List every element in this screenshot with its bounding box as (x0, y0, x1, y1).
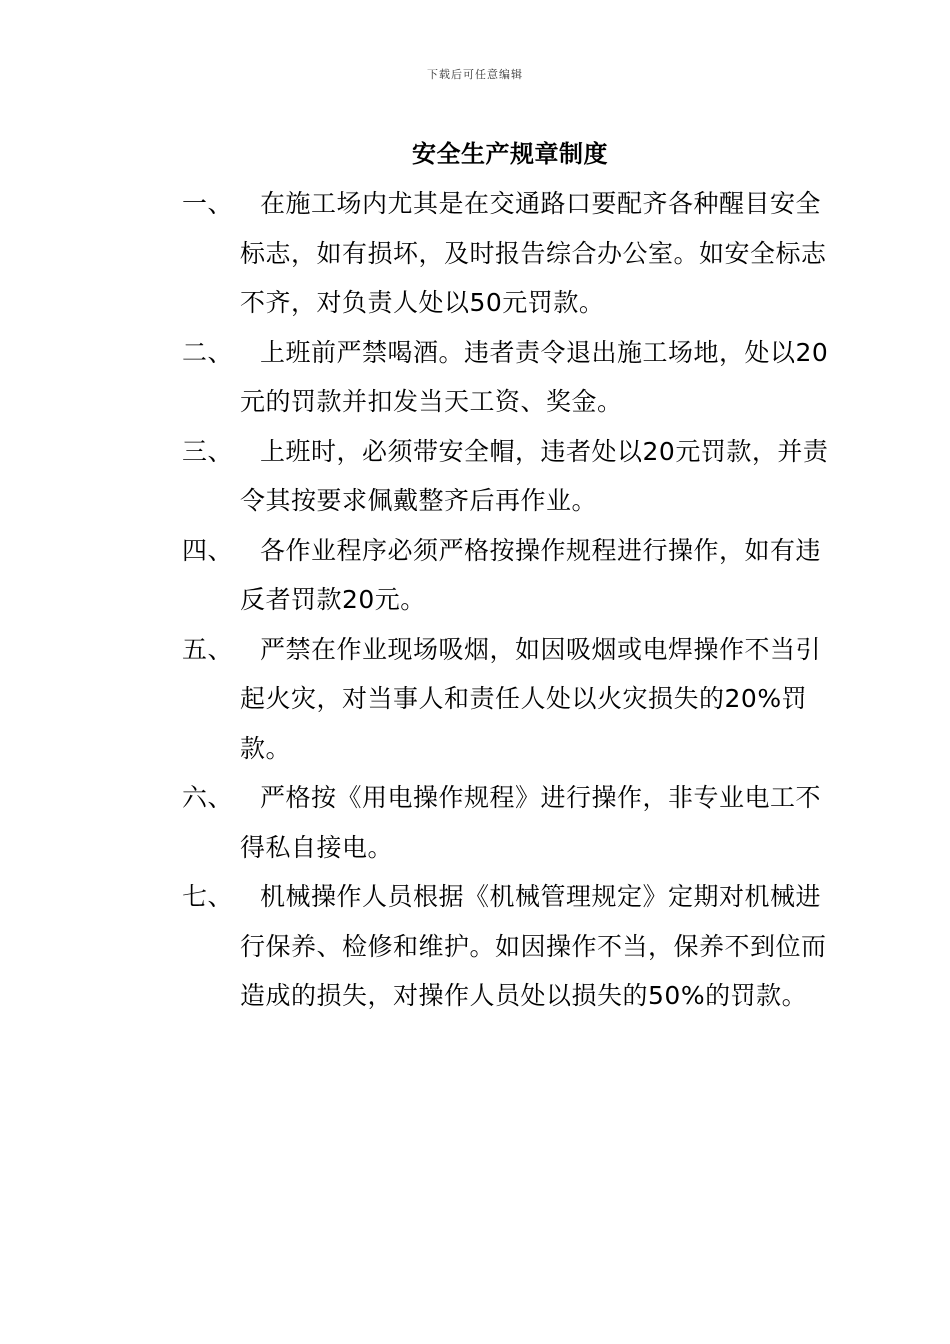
rule-item-6 (0, 773, 840, 872)
document-title: 安全生产规章制度 (412, 140, 608, 168)
rule-number: 五、 (182, 634, 234, 664)
rule-number: 七、 (182, 882, 234, 911)
rule-text: 各作业程序必须严格按操作规程进行操作，如有违反者罚款20元。 (240, 535, 822, 614)
rule-text: 上班前严禁喝酒。违者责令退出施工场地，处以20元的罚款并扣发当天工资、奖金。 (240, 337, 829, 416)
rule-item-2 (0, 328, 840, 427)
rules-list (0, 179, 950, 1021)
rule-text: 在施工场内尤其是在交通路口要配齐各种醒目安全标志，如有损坏，及时报告综合办公室。如安全标志不齐，对负责人处以50元罚款。 (240, 189, 827, 317)
header-note: 下载后可任意编辑 (427, 68, 523, 81)
rule-text: 严禁在作业现场吸烟，如因吸烟或电焊操作不当引起火灾，对当事人和责任人处以火灾损失的20%罚款。 (240, 634, 822, 763)
rule-text: 机械操作人员根据《机械管理规定》定期对机械进行保养、检修和维护。如因操作不当，保养不到位而造成的损失，对操作人员处以损失的50%的罚款。 (240, 882, 827, 1010)
rule-number: 二、 (182, 337, 234, 367)
rule-item-3 (0, 427, 840, 526)
rule-number: 四、 (182, 535, 234, 565)
rule-item-1 (0, 179, 840, 328)
rule-text: 上班时，必须带安全帽，违者处以20元罚款，并责令其按要求佩戴整齐后再作业。 (240, 436, 829, 515)
rule-text: 严格按《用电操作规程》进行操作，非专业电工不得私自接电。 (240, 783, 822, 862)
rule-item-4 (0, 526, 840, 625)
rule-number: 六、 (182, 783, 234, 812)
rule-item-5 (0, 625, 840, 774)
rule-number: 三、 (182, 436, 234, 466)
rule-number: 一、 (182, 189, 234, 218)
rule-item-7 (0, 872, 840, 1021)
